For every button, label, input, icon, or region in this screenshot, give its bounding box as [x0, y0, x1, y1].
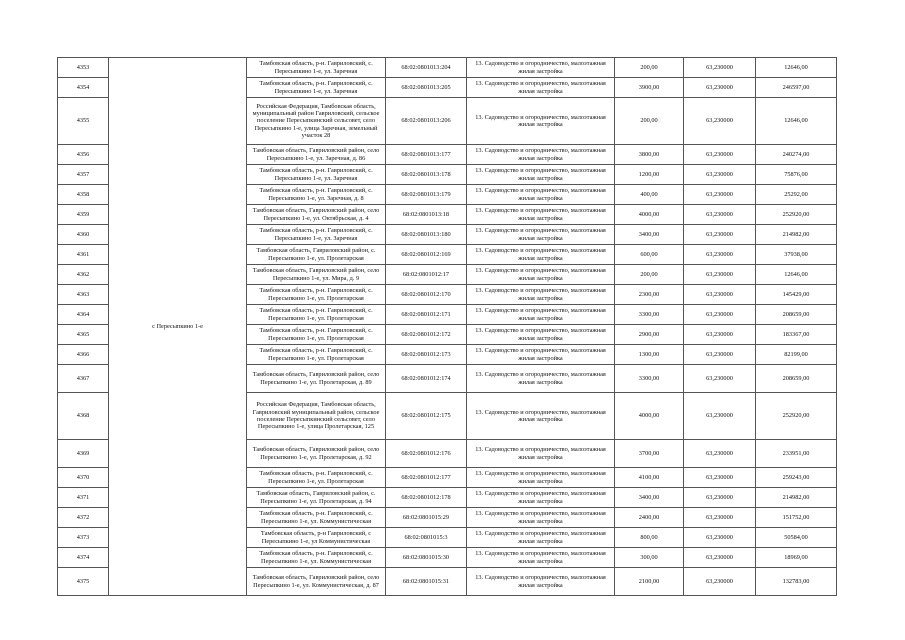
area-cell: 2400,00: [615, 508, 684, 528]
land-use-cell: 13. Садоводство и огородничество, малоэтажная жилая застройка: [467, 508, 615, 528]
row-number-cell: 4368: [58, 393, 109, 440]
address-cell: Тамбовская область, Гавриловский район, село Пересыпкино 1-е, ул. Мира, д. 9: [247, 265, 386, 285]
land-use-cell: 13. Садоводство и огородничество, малоэтажная жилая застройка: [467, 185, 615, 205]
rate-cell: 63,230000: [684, 365, 756, 393]
address-cell: Тамбовская область, р-н. Гавриловский, с. Пересыпкино 1-е, ул. Заречная: [247, 58, 386, 78]
area-cell: 2100,00: [615, 568, 684, 596]
rate-cell: 63,230000: [684, 265, 756, 285]
land-use-cell: 13. Садоводство и огородничество, малоэтажная жилая застройка: [467, 78, 615, 98]
cadastral-number-cell: 68:02:0801015:3: [386, 528, 467, 548]
area-cell: 2900,00: [615, 325, 684, 345]
cadastral-value-cell: 12646,00: [756, 58, 837, 78]
rate-cell: 63,230000: [684, 225, 756, 245]
address-cell: Тамбовская область, р-н. Гавриловский, с. Пересыпкино 1-е, ул. Пролетарская: [247, 345, 386, 365]
cadastral-value-cell: 246597,00: [756, 78, 837, 98]
cadastral-number-cell: 68:02:0801012:170: [386, 285, 467, 305]
row-number-cell: 4353: [58, 58, 109, 78]
land-use-cell: 13. Садоводство и огородничество, малоэтажная жилая застройка: [467, 98, 615, 145]
cadastral-value-cell: 233951,00: [756, 440, 837, 468]
land-use-cell: 13. Садоводство и огородничество, малоэтажная жилая застройка: [467, 468, 615, 488]
address-cell: Тамбовская область, Гавриловский район, село Пересыпкино 1-е, ул. Пролетарская, д. 89: [247, 365, 386, 393]
address-cell: Тамбовская область, р-н. Гавриловский, с. Пересыпкино 1-е, ул. Пролетарская: [247, 285, 386, 305]
cadastral-number-cell: 68:02:0801012:174: [386, 365, 467, 393]
cadastral-value-cell: 12646,00: [756, 98, 837, 145]
row-number-cell: 4356: [58, 145, 109, 165]
row-number-cell: 4355: [58, 98, 109, 145]
row-number-cell: 4362: [58, 265, 109, 285]
rate-cell: 63,230000: [684, 345, 756, 365]
address-cell: Тамбовская область, Гавриловский район, село Пересыпкино 1-е, ул. Заречная, д. 86: [247, 145, 386, 165]
land-use-cell: 13. Садоводство и огородничество, малоэтажная жилая застройка: [467, 165, 615, 185]
row-number-cell: 4360: [58, 225, 109, 245]
address-cell: Тамбовская область, р-н. Гавриловский, с. Пересыпкино 1-е, ул. Коммунистическая: [247, 508, 386, 528]
rate-cell: 63,230000: [684, 98, 756, 145]
area-cell: 800,00: [615, 528, 684, 548]
rate-cell: 63,230000: [684, 468, 756, 488]
land-use-cell: 13. Садоводство и огородничество, малоэтажная жилая застройка: [467, 488, 615, 508]
cadastral-number-cell: 68:02:0801012:17: [386, 265, 467, 285]
address-cell: Тамбовская область, Гавриловский район, с. Пересыпкино 1-е, ул. Пролетарская, д. 94: [247, 488, 386, 508]
land-use-cell: 13. Садоводство и огородничество, малоэтажная жилая застройка: [467, 548, 615, 568]
row-number-cell: 4358: [58, 185, 109, 205]
rate-cell: 63,230000: [684, 285, 756, 305]
area-cell: 200,00: [615, 265, 684, 285]
area-cell: 2300,00: [615, 285, 684, 305]
address-cell: Тамбовская область, Гавриловский район, село Пересыпкино 1-е, ул. Пролетарская, д. 92: [247, 440, 386, 468]
cadastral-value-cell: 132783,00: [756, 568, 837, 596]
address-cell: Российская Федерация, Тамбовская область, муниципальный район Гавриловский, сельское поселение Пересыпкинский сельсовет, село Пересыпкино 1-е, улица Заречная, земельный участок 28: [247, 98, 386, 145]
land-use-cell: 13. Садоводство и огородничество, малоэтажная жилая застройка: [467, 285, 615, 305]
area-cell: 1300,00: [615, 345, 684, 365]
rate-cell: 63,230000: [684, 393, 756, 440]
area-cell: 3400,00: [615, 225, 684, 245]
cadastral-number-cell: 68:02:0801012:178: [386, 488, 467, 508]
address-cell: Тамбовская область, р-н. Гавриловский, с. Пересыпкино 1-е, ул. Пролетарская: [247, 325, 386, 345]
rate-cell: 63,230000: [684, 548, 756, 568]
cadastral-value-cell: 75876,00: [756, 165, 837, 185]
row-number-cell: 4367: [58, 365, 109, 393]
cadastral-number-cell: 68:02:0801013:178: [386, 165, 467, 185]
cadastral-number-cell: 68:02:0801012:175: [386, 393, 467, 440]
rate-cell: 63,230000: [684, 325, 756, 345]
area-cell: 3700,00: [615, 440, 684, 468]
cadastral-number-cell: 68:02:0801012:173: [386, 345, 467, 365]
cadastral-number-cell: 68:02:0801013:18: [386, 205, 467, 225]
rate-cell: 63,230000: [684, 78, 756, 98]
area-cell: 300,00: [615, 548, 684, 568]
cadastral-number-cell: 68:02:0801012:171: [386, 305, 467, 325]
cadastral-value-cell: 25292,00: [756, 185, 837, 205]
cadastral-number-cell: 68:02:0801013:179: [386, 185, 467, 205]
cadastral-number-cell: 68:02:0801012:176: [386, 440, 467, 468]
address-cell: Тамбовская область, р-н Гавриловский, с Пересыпкино 1-е, ул Коммунистическая: [247, 528, 386, 548]
cadastral-number-cell: 68:02:0801015:30: [386, 548, 467, 568]
area-cell: 4000,00: [615, 205, 684, 225]
rate-cell: 63,230000: [684, 488, 756, 508]
row-number-cell: 4375: [58, 568, 109, 596]
cadastral-number-cell: 68:02:0801013:206: [386, 98, 467, 145]
area-cell: 3300,00: [615, 365, 684, 393]
row-number-cell: 4364: [58, 305, 109, 325]
cadastral-value-cell: 50584,00: [756, 528, 837, 548]
row-number-cell: 4372: [58, 508, 109, 528]
row-number-cell: 4371: [58, 488, 109, 508]
row-number-cell: 4366: [58, 345, 109, 365]
cadastral-number-cell: 68:02:0801013:204: [386, 58, 467, 78]
area-cell: 3300,00: [615, 305, 684, 325]
cadastral-number-cell: 68:02:0801013:180: [386, 225, 467, 245]
address-cell: Тамбовская область, р-н. Гавриловский, с. Пересыпкино 1-е, ул. Заречная: [247, 225, 386, 245]
cadastral-value-cell: 183367,00: [756, 325, 837, 345]
rate-cell: 63,230000: [684, 205, 756, 225]
rate-cell: 63,230000: [684, 58, 756, 78]
row-number-cell: 4369: [58, 440, 109, 468]
land-use-cell: 13. Садоводство и огородничество, малоэтажная жилая застройка: [467, 265, 615, 285]
address-cell: Тамбовская область, Гавриловский район, село Пересыпкино 1-е, ул. Коммунистическая, д. 87: [247, 568, 386, 596]
rate-cell: 63,230000: [684, 305, 756, 325]
land-use-cell: 13. Садоводство и огородничество, малоэтажная жилая застройка: [467, 440, 615, 468]
land-use-cell: 13. Садоводство и огородничество, малоэтажная жилая застройка: [467, 245, 615, 265]
cadastral-number-cell: 68:02:0801015:31: [386, 568, 467, 596]
area-cell: 4000,00: [615, 393, 684, 440]
cadastral-value-cell: 12646,00: [756, 265, 837, 285]
rate-cell: 63,230000: [684, 440, 756, 468]
cadastral-value-cell: 82199,00: [756, 345, 837, 365]
table-row: [58, 58, 837, 78]
address-cell: Тамбовская область, Гавриловский район, село Пересыпкино 1-е, ул. Октябрьская, д. 4: [247, 205, 386, 225]
cadastral-value-cell: 252920,00: [756, 393, 837, 440]
land-use-cell: 13. Садоводство и огородничество, малоэтажная жилая застройка: [467, 305, 615, 325]
cadastral-value-cell: 37938,00: [756, 245, 837, 265]
cadastral-value-cell: 151752,00: [756, 508, 837, 528]
cadastral-value-table: [57, 57, 837, 596]
land-use-cell: 13. Садоводство и огородничество, малоэтажная жилая застройка: [467, 225, 615, 245]
row-number-cell: 4365: [58, 325, 109, 345]
address-cell: Тамбовская область, р-н. Гавриловский, с. Пересыпкино 1-е, ул. Заречная: [247, 165, 386, 185]
address-cell: Российская Федерация, Тамбовская область, Гавриловский муниципальный район, сельское поселение Пересыпкинский сельсовет, село Пересыпкино 1-е, улица Пролетарская, 125: [247, 393, 386, 440]
address-cell: Тамбовская область, р-н. Гавриловский, с. Пересыпкино 1-е, ул. Коммунистическая: [247, 548, 386, 568]
rate-cell: 63,230000: [684, 145, 756, 165]
rate-cell: 63,230000: [684, 508, 756, 528]
land-use-cell: 13. Садоводство и огородничество, малоэтажная жилая застройка: [467, 365, 615, 393]
area-cell: 4100,00: [615, 468, 684, 488]
area-cell: 3800,00: [615, 145, 684, 165]
rate-cell: 63,230000: [684, 245, 756, 265]
cadastral-value-cell: 208659,00: [756, 365, 837, 393]
cadastral-value-cell: 214982,00: [756, 225, 837, 245]
rate-cell: 63,230000: [684, 568, 756, 596]
cadastral-number-cell: 68:02:0801015:29: [386, 508, 467, 528]
land-use-cell: 13. Садоводство и огородничество, малоэтажная жилая застройка: [467, 325, 615, 345]
area-cell: 200,00: [615, 98, 684, 145]
row-number-cell: 4370: [58, 468, 109, 488]
land-use-cell: 13. Садоводство и огородничество, малоэтажная жилая застройка: [467, 58, 615, 78]
cadastral-number-cell: 68:02:0801012:177: [386, 468, 467, 488]
cadastral-value-cell: 252920,00: [756, 205, 837, 225]
row-number-cell: 4373: [58, 528, 109, 548]
area-cell: 3900,00: [615, 78, 684, 98]
area-cell: 600,00: [615, 245, 684, 265]
area-cell: 1200,00: [615, 165, 684, 185]
area-cell: 3400,00: [615, 488, 684, 508]
address-cell: Тамбовская область, Гавриловский район, с. Пересыпкино 1-е, ул. Пролетарская: [247, 245, 386, 265]
area-cell: 200,00: [615, 58, 684, 78]
cadastral-number-cell: 68:02:0801013:205: [386, 78, 467, 98]
locality-cell: с Пересыпкино 1-е: [109, 58, 247, 596]
cadastral-value-cell: 259243,00: [756, 468, 837, 488]
row-number-cell: 4354: [58, 78, 109, 98]
cadastral-number-cell: 68:02:0801012:172: [386, 325, 467, 345]
cadastral-value-cell: 18969,00: [756, 548, 837, 568]
row-number-cell: 4357: [58, 165, 109, 185]
cadastral-number-cell: 68:02:0801012:169: [386, 245, 467, 265]
address-cell: Тамбовская область, р-н. Гавриловский, с. Пересыпкино 1-е, ул. Пролетарская: [247, 305, 386, 325]
cadastral-number-cell: 68:02:0801013:177: [386, 145, 467, 165]
area-cell: 400,00: [615, 185, 684, 205]
cadastral-value-cell: 208659,00: [756, 305, 837, 325]
land-use-cell: 13. Садоводство и огородничество, малоэтажная жилая застройка: [467, 528, 615, 548]
address-cell: Тамбовская область, р-н. Гавриловский, с. Пересыпкино 1-е, ул. Пролетарская: [247, 468, 386, 488]
land-use-cell: 13. Садоводство и огородничество, малоэтажная жилая застройка: [467, 205, 615, 225]
land-use-cell: 13. Садоводство и огородничество, малоэтажная жилая застройка: [467, 145, 615, 165]
cadastral-value-cell: 240274,00: [756, 145, 837, 165]
address-cell: Тамбовская область, р-н. Гавриловский, с. Пересыпкино 1-е, ул. Заречная, д. 8: [247, 185, 386, 205]
rate-cell: 63,230000: [684, 165, 756, 185]
address-cell: Тамбовская область, р-н. Гавриловский, с. Пересыпкино 1-е, ул. Заречная: [247, 78, 386, 98]
rate-cell: 63,230000: [684, 528, 756, 548]
row-number-cell: 4363: [58, 285, 109, 305]
cadastral-value-cell: 145429,00: [756, 285, 837, 305]
land-use-cell: 13. Садоводство и огородничество, малоэтажная жилая застройка: [467, 393, 615, 440]
cadastral-value-cell: 214982,00: [756, 488, 837, 508]
rate-cell: 63,230000: [684, 185, 756, 205]
row-number-cell: 4361: [58, 245, 109, 265]
land-use-cell: 13. Садоводство и огородничество, малоэтажная жилая застройка: [467, 568, 615, 596]
row-number-cell: 4359: [58, 205, 109, 225]
land-use-cell: 13. Садоводство и огородничество, малоэтажная жилая застройка: [467, 345, 615, 365]
row-number-cell: 4374: [58, 548, 109, 568]
